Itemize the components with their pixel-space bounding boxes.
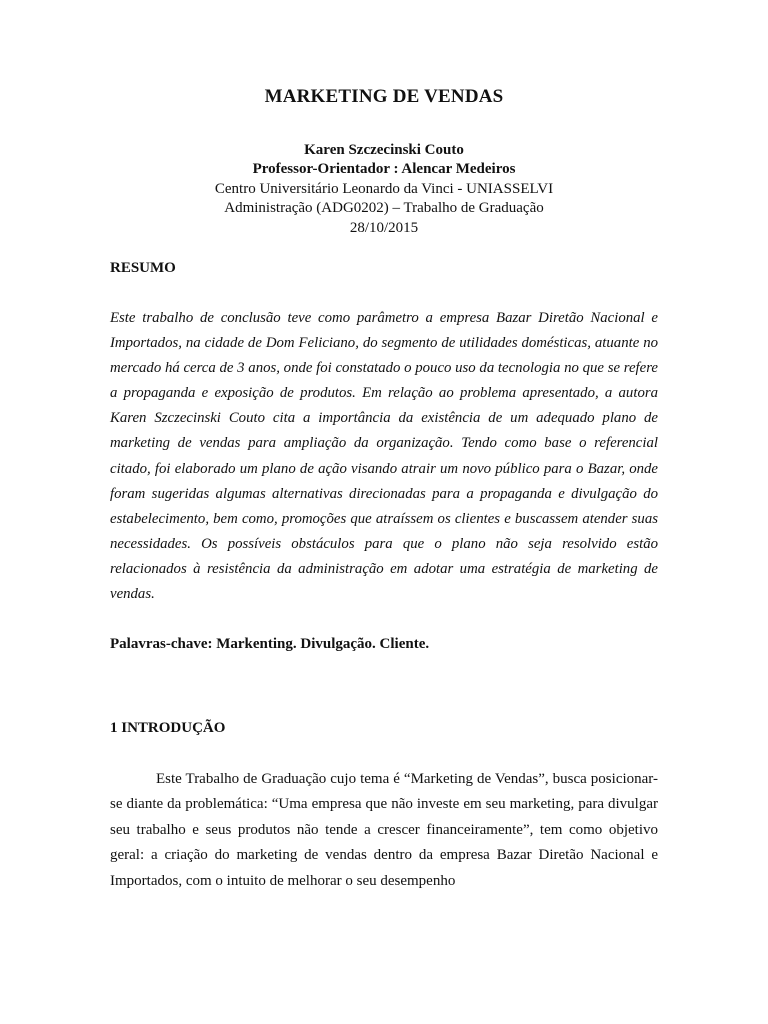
institution-line: Centro Universitário Leonardo da Vinci - UNIASSELVI <box>214 180 554 197</box>
introduction-heading: 1 INTRODUÇÃO <box>110 720 226 736</box>
date-line: 28/10/2015 <box>349 219 419 236</box>
advisor-line: Professor-Orientador : Alencar Medeiros <box>252 161 516 178</box>
author-name: Karen Szczecinski Couto <box>304 142 464 158</box>
introduction-text: Este Trabalho de Graduação cujo tema é “Marketing de Vendas”, busca posicionar-se diante da problemática: “Uma empresa que não investe em seu marketing, para divulgar seu trabalho e seus produtos não tende a crescer financeiramente”, tem como objetivo geral: a criação do marketing de vendas dentro da empresa Bazar Diretão Nacional e Importados, com o intuito de melhorar o seu desempenho <box>110 771 658 889</box>
abstract-heading: RESUMO <box>110 260 176 276</box>
keywords-line: Palavras-chave: Markenting. Divulgação. Cliente. <box>110 636 430 652</box>
document-title: MARKETING DE VENDAS <box>264 86 504 107</box>
course-line: Administração (ADG0202) – Trabalho de Graduação <box>224 200 544 217</box>
abstract-text: Este trabalho de conclusão teve como parâmetro a empresa Bazar Diretão Nacional e Importados, na cidade de Dom Feliciano, do segmento de utilidades domésticas, atuante no mercado há cerca de 3 anos, onde foi constatado o pouco uso da tecnologia no que se refere a propaganda e exposição de produtos. Em relação ao problema apresentado, a autora Karen Szczecinski Couto cita a importância da existência de um adequado plano de marketing de vendas para ampliação da organização. Tendo como base o referencial citado, foi elaborado um plano de ação visando atrair um novo público para o Bazar, onde foram sugeridas algumas alternativas direcionadas para a propaganda e divulgação do estabelecimento, bem como, promoções que atraíssem os clientes e buscassem atender suas necessidades. Os possíveis obstáculos para que o plano não seja resolvido estão relacionados à resistência da administração em adotar uma estratégia de marketing de vendas. <box>110 310 658 603</box>
title-block <box>0 141 768 238</box>
